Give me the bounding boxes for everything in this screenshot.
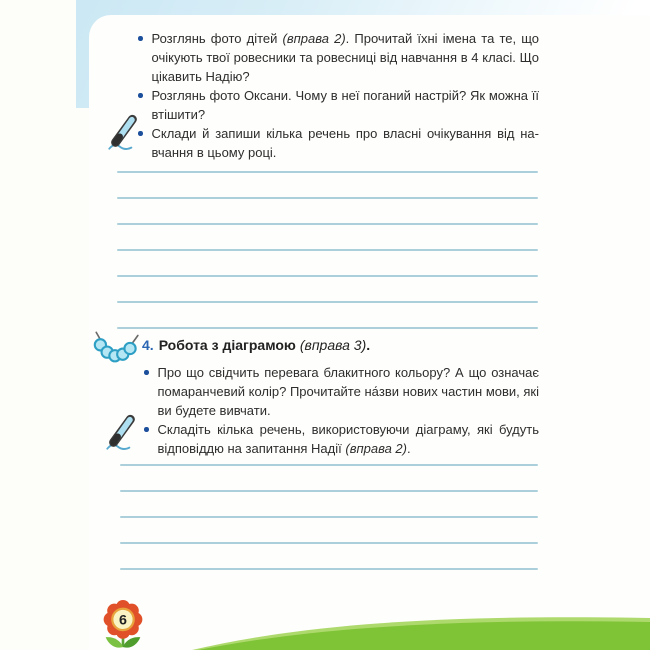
green-hill-footer bbox=[0, 608, 650, 650]
bullet-dot bbox=[138, 131, 143, 136]
writing-line bbox=[117, 275, 538, 277]
list-item-writing-task bbox=[144, 420, 539, 458]
writing-line bbox=[117, 171, 538, 173]
pen-icon bbox=[104, 413, 140, 455]
writing-line bbox=[117, 301, 538, 303]
section-number: 4. bbox=[142, 337, 154, 353]
task-text: Розглянь фото дітей (вправа 2). Прочитай їхні імена та те, що очікують твої ровесники та ровесниці від навчання в 4 класі. Що цікавить Надію? bbox=[151, 31, 540, 84]
writing-line bbox=[120, 464, 538, 466]
section-heading: 4. Робота з діаграмою (вправа 3). bbox=[142, 337, 371, 353]
exercise-ref: (вправа 2) bbox=[282, 31, 346, 46]
task-text: Розглянь фото Оксани. Чому в неї поганий настрій? Як можна її втішити? bbox=[151, 88, 539, 122]
section-title: Робота з діаграмою bbox=[158, 337, 296, 353]
list-item bbox=[144, 363, 539, 420]
writing-lines-block-1 bbox=[117, 171, 538, 353]
writing-lines-block-2 bbox=[120, 464, 538, 594]
flower-icon bbox=[99, 597, 147, 650]
section-bullet-list bbox=[144, 363, 539, 458]
pen-icon bbox=[106, 113, 142, 155]
task-text: Про що свідчить перевага блакитного кольору? А що означає помаранчевий колір? Прочитайте на́зви нових частин мови, які ви будете вивчати. bbox=[157, 365, 539, 418]
task-text: Складіть кілька речень, використовуючи діаграму, які будуть відповіддю на запитання Надії (вправа 2). bbox=[157, 422, 539, 456]
task-text: Склади й запиши кілька речень про власні очікування від навчання в цьому році. bbox=[151, 126, 539, 160]
writing-line bbox=[120, 490, 538, 492]
page-number: 6 bbox=[119, 612, 127, 629]
intro-bullet-list bbox=[138, 29, 539, 162]
list-item bbox=[138, 29, 539, 86]
exercise-ref: (вправа 3) bbox=[299, 337, 367, 353]
exercise-ref: (вправа 2) bbox=[345, 441, 407, 456]
beads-icon bbox=[90, 330, 142, 368]
bullet-dot bbox=[144, 427, 149, 432]
writing-line bbox=[117, 223, 538, 225]
bullet-dot bbox=[138, 36, 143, 41]
list-item-writing-task bbox=[138, 124, 539, 162]
writing-line bbox=[120, 516, 538, 518]
writing-line bbox=[117, 327, 538, 329]
writing-line bbox=[117, 249, 538, 251]
writing-line bbox=[120, 542, 538, 544]
writing-line bbox=[120, 568, 538, 570]
list-item bbox=[138, 86, 539, 124]
writing-line bbox=[117, 197, 538, 199]
bullet-dot bbox=[144, 370, 149, 375]
bullet-dot bbox=[138, 93, 143, 98]
